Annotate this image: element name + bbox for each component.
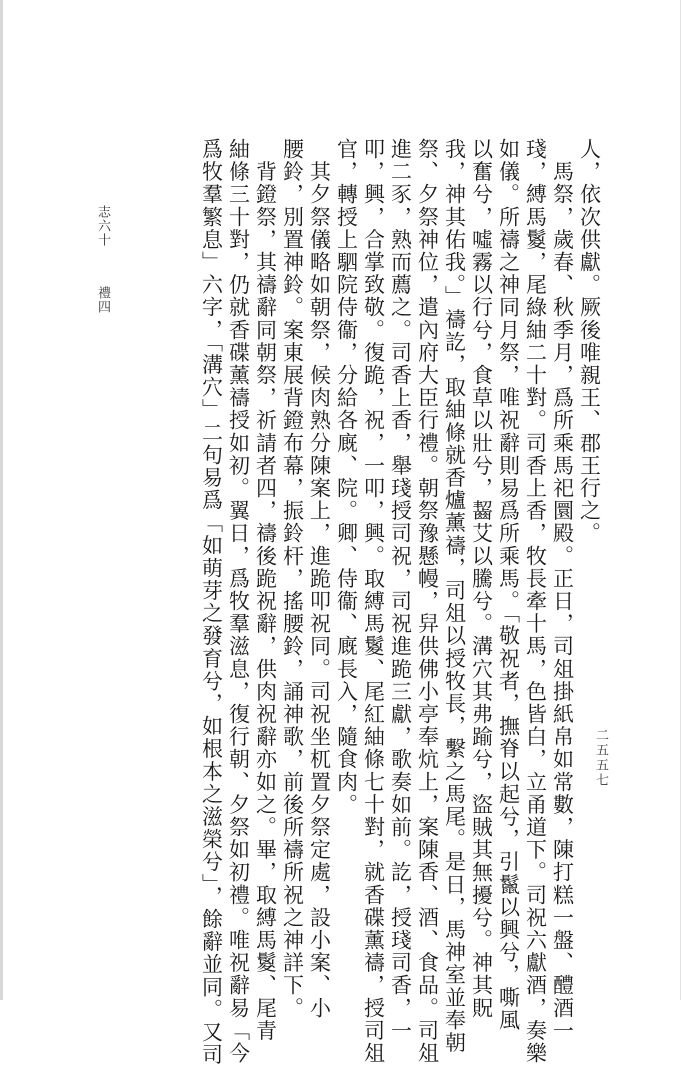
margin-volume-label: 志六十	[95, 205, 110, 247]
text-column-6: 我，神其佑我。」禱訖，取紬條就香爐薰禱，司俎以授牧長，繫之馬尾。是日，馬神室並奉朝	[442, 138, 467, 1055]
text-column-8: 進二豕，熟而薦之。司香上香，舉琖授司祝，司祝進跪三獻，歌奏如前。訖，授琖司香，一	[388, 138, 413, 1042]
scan-edge-left	[0, 0, 3, 1000]
text-column-11: 其夕祭儀略如朝祭，候肉熟分陳案上，進跪叩祝同。司祝坐杌置夕祭定處，設小案、小	[307, 138, 332, 1020]
text-column-4: 如儀。所禱之神同月祭，唯祝辭則易爲所乘馬。「敬祝者，撫脊以起兮，引鬣以興兮，嘶風	[496, 138, 521, 1032]
text-column-5: 以奮兮，噓霧以行兮，食草以壯兮，齧艾以騰兮。溝穴其弗踰兮，盜賊其無擾兮。神其貺	[469, 138, 494, 1020]
margin-section-label: 禮四	[95, 286, 110, 314]
text-column-7: 祭、夕祭神位，遣內府大臣行禮。朝祭豫懸幔，舁供佛小亭奉炕上，案陳香、酒、食品。司俎	[415, 138, 440, 1065]
text-column-15: 爲牧羣繁息」六字，「溝穴」二句易爲「如萌芽之發育兮，如根本之滋榮兮」，餘辭並同。又司	[199, 138, 224, 1066]
page-number: 二五五七	[593, 728, 608, 788]
text-column-1: 人，依次供獻。厥後唯親王、郡王行之。	[577, 138, 602, 545]
text-column-12: 腰鈴，別置神鈴。案東展背鐙布幕，振鈴杆，搖腰鈴，誦神歌，前後所禱所祝之神詳下。	[280, 138, 305, 1020]
text-column-13: 背鐙祭，其禱辭同朝祭，祈請者四，禱後跪祝辭，供肉祝辭亦如之。畢，取縛馬鬉、尾青	[253, 138, 278, 1042]
text-column-9: 叩，興，合掌致敬。復跪，祝，一叩，興。取縛馬鬉、尾紅紬條七十對，就香碟薰禱，授司俎	[361, 138, 386, 1065]
text-column-10: 官，轉授上駟院侍衞，分給各廐、院。卿、侍衞、廐長入，隨食肉。	[334, 138, 359, 816]
text-column-14: 紬條三十對，仍就香碟薰禱授如初。翼日，爲牧羣滋息，復行朝、夕祭如初禮。唯祝辭易「今	[226, 138, 251, 1065]
text-column-2: 馬祭，歲春、秋季月，爲所乘馬祀圜殿。正日，司俎掛紙帛如常數，陳打糕一盤、醴酒一	[550, 138, 575, 1042]
text-column-3: 琖，縛馬鬉，尾綠紬二十對。司香上香，牧長牽十馬，色皆白，立甬道下。司祝六獻酒，奏樂	[523, 138, 548, 1065]
